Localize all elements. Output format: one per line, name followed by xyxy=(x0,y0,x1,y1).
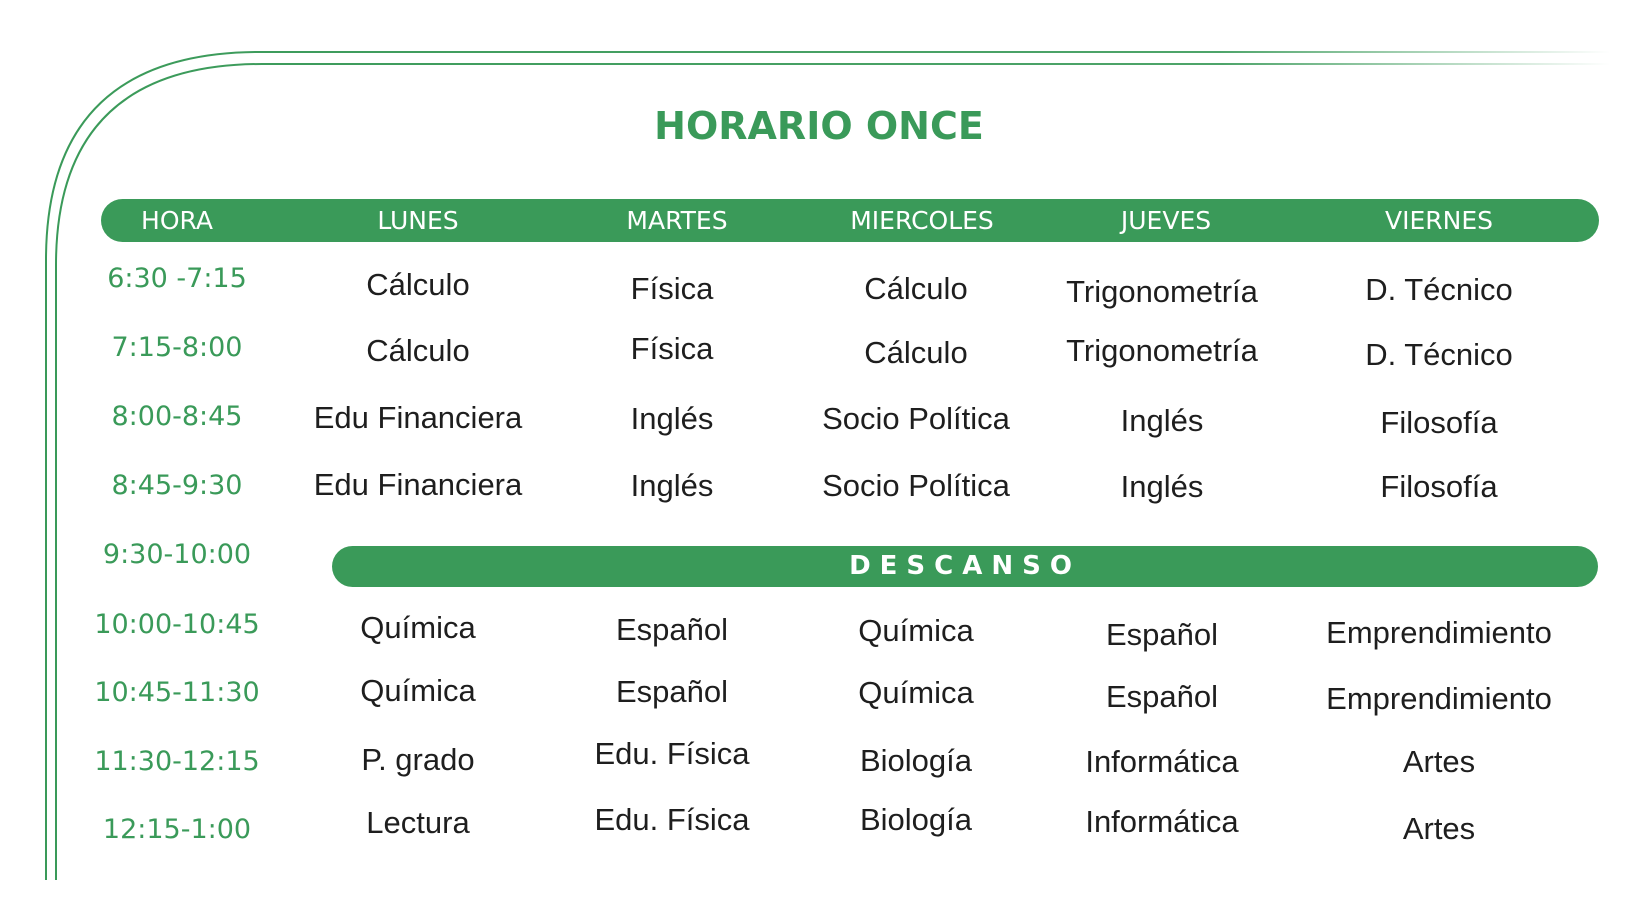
class-cell-martes: Edu. Física xyxy=(594,736,750,771)
class-cell-jueves: Trigonometría xyxy=(1066,274,1258,309)
time-slot: 9:30-10:00 xyxy=(102,539,252,570)
class-cell-jueves: Informática xyxy=(1085,744,1239,779)
class-cell-viernes: D. Técnico xyxy=(1365,337,1513,372)
class-cell-viernes: Filosofía xyxy=(1380,405,1498,440)
class-cell-miercoles: Cálculo xyxy=(864,335,968,370)
time-slot: 7:15-8:00 xyxy=(111,332,243,363)
class-cell-viernes: D. Técnico xyxy=(1365,272,1513,307)
class-cell-miercoles: Biología xyxy=(859,743,973,778)
class-cell-viernes: Artes xyxy=(1402,811,1476,846)
header-viernes: VIERNES xyxy=(1384,206,1493,235)
break-bar: DESCANSO xyxy=(332,546,1598,587)
class-cell-lunes: Cálculo xyxy=(366,267,470,302)
class-cell-viernes: Emprendimiento xyxy=(1326,681,1552,716)
class-cell-lunes: P. grado xyxy=(361,742,475,777)
class-cell-martes: Español xyxy=(615,674,729,709)
class-cell-viernes: Emprendimiento xyxy=(1326,615,1552,650)
time-slot: 12:15-1:00 xyxy=(102,814,252,845)
class-cell-miercoles: Socio Política xyxy=(822,401,1010,436)
class-cell-jueves: Trigonometría xyxy=(1066,333,1258,368)
header-martes: MARTES xyxy=(626,206,728,235)
class-cell-jueves: Informática xyxy=(1085,804,1239,839)
class-cell-jueves: Inglés xyxy=(1120,403,1204,438)
class-cell-miercoles: Socio Política xyxy=(822,468,1010,503)
time-slot: 10:00-10:45 xyxy=(94,609,260,640)
class-cell-martes: Física xyxy=(630,331,714,366)
class-cell-martes: Español xyxy=(615,612,729,647)
time-slot: 8:45-9:30 xyxy=(111,470,243,501)
header-hora: HORA xyxy=(141,206,213,235)
class-cell-lunes: Edu Financiera xyxy=(313,467,523,502)
class-cell-lunes: Lectura xyxy=(366,805,470,840)
class-cell-lunes: Química xyxy=(360,610,476,645)
class-cell-jueves: Inglés xyxy=(1120,469,1204,504)
header-miercoles: MIERCOLES xyxy=(850,206,994,235)
class-cell-martes: Edu. Física xyxy=(594,802,750,837)
class-cell-jueves: Español xyxy=(1105,617,1219,652)
class-cell-martes: Física xyxy=(630,271,714,306)
time-slot: 6:30 -7:15 xyxy=(107,263,247,294)
class-cell-martes: Inglés xyxy=(630,401,714,436)
class-cell-jueves: Español xyxy=(1105,679,1219,714)
class-cell-miercoles: Biología xyxy=(859,802,973,837)
class-cell-miercoles: Química xyxy=(858,613,974,648)
time-slot: 10:45-11:30 xyxy=(94,677,260,708)
class-cell-miercoles: Química xyxy=(858,675,974,710)
time-slot: 11:30-12:15 xyxy=(94,746,260,777)
class-cell-viernes: Filosofía xyxy=(1380,469,1498,504)
class-cell-lunes: Edu Financiera xyxy=(313,400,523,435)
time-slot: 8:00-8:45 xyxy=(111,401,243,432)
header-lunes: LUNES xyxy=(377,206,459,235)
header-jueves: JUEVES xyxy=(1120,206,1212,235)
page-title: HORARIO ONCE xyxy=(654,104,984,148)
class-cell-miercoles: Cálculo xyxy=(864,271,968,306)
class-cell-martes: Inglés xyxy=(630,468,714,503)
class-cell-lunes: Química xyxy=(360,673,476,708)
class-cell-viernes: Artes xyxy=(1402,744,1476,779)
class-cell-lunes: Cálculo xyxy=(366,333,470,368)
